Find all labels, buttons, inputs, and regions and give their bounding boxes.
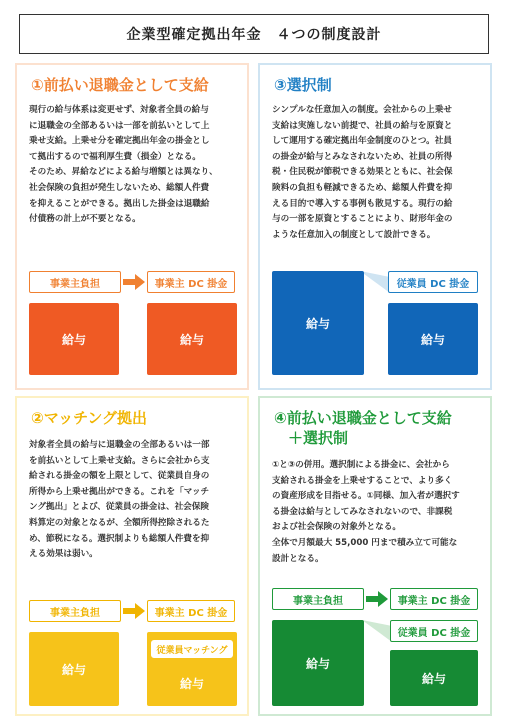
salary-block: 給与 [272, 271, 364, 375]
salary-block: 給与 [388, 303, 478, 375]
triangle-indicator-icon [360, 271, 390, 293]
salary-block: 給与 [390, 650, 478, 706]
panel-prepaid-plus-selective [258, 396, 492, 716]
panel-description: 現行の給与体系は変更せず、対象者全員の給与 に退職金の全部あるいは一部を前払いとして上 乗せ支給。上乗せ分を確定拠出年金の掛金とし て拠出するので福利厚生費（損金）となる。 そのため、昇給などによる給与増額とは異なり、 社会保険の負担が発生しないため、総額人件費 を抑えることができる。拠出した掛金は退職給 付債務の計上が不要となる。 [29, 105, 218, 225]
panel-description: 対象者全員の給与に退職金の全部あるいは一部 を前払いとして上乗せ支給。さらに会社から支 給される掛金の額を上限として、従業員自身の 所得から上乗せ拠出ができる。これを「マッチ ング拠出」とよび、従業員の掛金は、社会保険 料算定の対象となるが、全額所得控除されるた め、節税になる。選択制よりも総額人件費を抑 える効果は弱い。 [29, 440, 210, 560]
right-arrow-icon [366, 591, 388, 607]
panel-description: ①と③の併用。選択制による掛金に、会社から 支給される掛金を上乗せすることで、より多く の資産形成を目指せる。①同様、加入者が選択す る掛金は給与としてみなされないので、非課税 および社会保険の対象外となる。 全体で月額最大 55,000 円まで積み立て可能な 設計となる。 [272, 460, 460, 564]
panel-subtitle: ＋選択制 [288, 429, 349, 447]
label-employer-dc: 事業主 DC 掛金 [147, 600, 235, 622]
label-employer-burden: 事業主負担 [272, 588, 364, 610]
salary-block: 給与 [29, 632, 119, 706]
salary-label: 給与 [179, 677, 204, 691]
triangle-indicator-icon [362, 620, 392, 642]
salary-block: 給与 [29, 303, 119, 375]
badge-employee-matching: 従業員マッチング [151, 640, 233, 658]
document-title: 企業型確定拠出年金 ４つの制度設計 [19, 14, 489, 54]
salary-block: 給与 [272, 620, 364, 706]
panel-title: ②マッチング拠出 [31, 409, 148, 427]
panel-title: ①前払い退職金として支給 [31, 76, 209, 94]
label-employer-dc: 事業主 DC 掛金 [390, 588, 478, 610]
panel-matching [15, 396, 249, 716]
right-arrow-icon [123, 274, 145, 290]
label-employer-burden: 事業主負担 [29, 600, 121, 622]
right-arrow-icon [123, 603, 145, 619]
label-employer-burden: 事業主負担 [29, 271, 121, 293]
label-employer-dc: 事業主 DC 掛金 [147, 271, 235, 293]
salary-block: 給与 [147, 303, 237, 375]
panel-prepaid-retirement [15, 63, 249, 390]
panel-title: ③選択制 [274, 76, 332, 94]
panel-selective [258, 63, 492, 390]
label-employee-dc: 従業員 DC 掛金 [390, 620, 478, 642]
label-employee-dc: 従業員 DC 掛金 [388, 271, 478, 293]
panel-title: ④前払い退職金として支給 [274, 409, 452, 427]
panel-description: シンプルな任意加入の制度。会社からの上乗せ 支給は実施しない前提で、社員の給与を原資と して運用する確定拠出年金制度のひとつ。社員 の掛金が給与とみなされないため、社員の所得 税・住民税が節税できる効果とともに、社会保 険料の負担も軽減できるため、総額人件費を抑 える目的で導入する事例も散見する。現行の給 与の一部を原資とすることにより、財形年金の ような任意加入の制度として設計できる。 [272, 105, 453, 240]
